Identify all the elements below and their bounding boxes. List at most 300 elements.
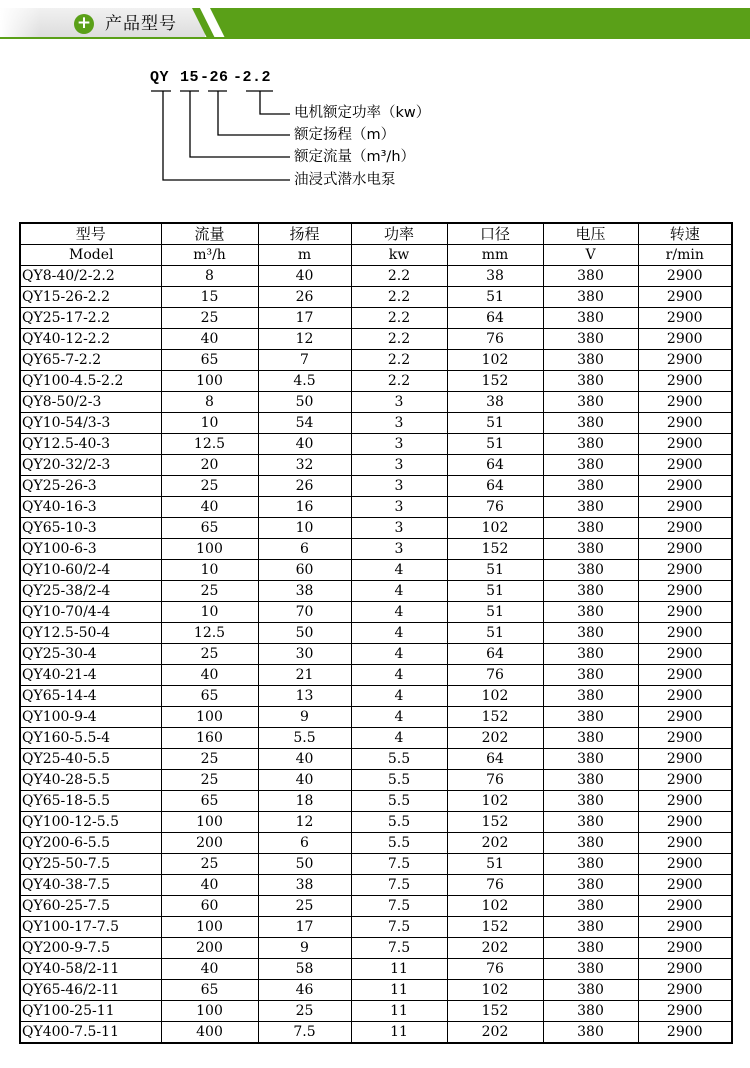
cell-voltage: 380 bbox=[543, 308, 638, 329]
cell-voltage: 380 bbox=[543, 917, 638, 938]
table-row bbox=[20, 938, 732, 959]
cell-voltage: 380 bbox=[543, 476, 638, 497]
cell-head: 40 bbox=[258, 749, 351, 770]
cell-voltage: 380 bbox=[543, 644, 638, 665]
cell-head: 38 bbox=[258, 875, 351, 896]
table-row bbox=[20, 539, 732, 560]
table-row bbox=[20, 707, 732, 728]
cell-model: QY25-17-2.2 bbox=[20, 308, 161, 329]
cell-model: QY40-38-7.5 bbox=[20, 875, 161, 896]
cell-power: 3 bbox=[351, 413, 447, 434]
cell-model: QY100-6-3 bbox=[20, 539, 161, 560]
code-part-power: -2.2 bbox=[233, 69, 272, 86]
cell-power: 3 bbox=[351, 476, 447, 497]
cell-power: 4 bbox=[351, 707, 447, 728]
cell-speed: 2900 bbox=[638, 392, 732, 413]
cell-speed: 2900 bbox=[638, 539, 732, 560]
cell-head: 50 bbox=[258, 623, 351, 644]
cell-voltage: 380 bbox=[543, 497, 638, 518]
cell-model: QY100-4.5-2.2 bbox=[20, 371, 161, 392]
table-row bbox=[20, 644, 732, 665]
cell-head: 5.5 bbox=[258, 728, 351, 749]
cell-head: 40 bbox=[258, 770, 351, 791]
meaning-power: 电机额定功率（kw） bbox=[294, 105, 431, 121]
cell-voltage: 380 bbox=[543, 665, 638, 686]
cell-power: 3 bbox=[351, 455, 447, 476]
table-row bbox=[20, 980, 732, 1001]
cell-voltage: 380 bbox=[543, 686, 638, 707]
cell-flow: 100 bbox=[161, 707, 258, 728]
cell-speed: 2900 bbox=[638, 371, 732, 392]
unit-flow: m³/h bbox=[161, 245, 258, 266]
cell-flow: 12.5 bbox=[161, 623, 258, 644]
cell-head: 26 bbox=[258, 476, 351, 497]
table-row bbox=[20, 602, 732, 623]
cell-speed: 2900 bbox=[638, 665, 732, 686]
plus-circle-icon: + bbox=[74, 14, 94, 34]
cell-voltage: 380 bbox=[543, 581, 638, 602]
cell-voltage: 380 bbox=[543, 875, 638, 896]
cell-diameter: 76 bbox=[447, 665, 543, 686]
table-row bbox=[20, 623, 732, 644]
table-row bbox=[20, 749, 732, 770]
cell-head: 58 bbox=[258, 959, 351, 980]
cell-power: 3 bbox=[351, 497, 447, 518]
cell-speed: 2900 bbox=[638, 1022, 732, 1044]
cell-speed: 2900 bbox=[638, 287, 732, 308]
cell-voltage: 380 bbox=[543, 518, 638, 539]
cell-voltage: 380 bbox=[543, 602, 638, 623]
cell-model: QY40-58/2-11 bbox=[20, 959, 161, 980]
cell-flow: 8 bbox=[161, 266, 258, 287]
cell-voltage: 380 bbox=[543, 266, 638, 287]
cell-power: 4 bbox=[351, 665, 447, 686]
cell-diameter: 152 bbox=[447, 371, 543, 392]
cell-power: 2.2 bbox=[351, 350, 447, 371]
unit-diameter: mm bbox=[447, 245, 543, 266]
cell-diameter: 102 bbox=[447, 350, 543, 371]
cell-model: QY25-38/2-4 bbox=[20, 581, 161, 602]
cell-flow: 100 bbox=[161, 371, 258, 392]
code-connector-lines bbox=[0, 0, 750, 200]
cell-flow: 100 bbox=[161, 539, 258, 560]
cell-model: QY200-6-5.5 bbox=[20, 833, 161, 854]
table-row bbox=[20, 959, 732, 980]
cell-flow: 25 bbox=[161, 308, 258, 329]
cell-speed: 2900 bbox=[638, 308, 732, 329]
cell-head: 13 bbox=[258, 686, 351, 707]
cell-model: QY65-10-3 bbox=[20, 518, 161, 539]
cell-model: QY20-32/2-3 bbox=[20, 455, 161, 476]
cell-speed: 2900 bbox=[638, 497, 732, 518]
table-row bbox=[20, 476, 732, 497]
table-row bbox=[20, 413, 732, 434]
cell-speed: 2900 bbox=[638, 917, 732, 938]
cell-model: QY100-12-5.5 bbox=[20, 812, 161, 833]
cell-diameter: 51 bbox=[447, 602, 543, 623]
table-row bbox=[20, 434, 732, 455]
cell-voltage: 380 bbox=[543, 329, 638, 350]
cell-power: 11 bbox=[351, 980, 447, 1001]
cell-power: 5.5 bbox=[351, 770, 447, 791]
cell-speed: 2900 bbox=[638, 980, 732, 1001]
cell-power: 4 bbox=[351, 644, 447, 665]
cell-diameter: 102 bbox=[447, 518, 543, 539]
cell-voltage: 380 bbox=[543, 371, 638, 392]
header-power: 功率 bbox=[351, 223, 447, 245]
cell-power: 2.2 bbox=[351, 308, 447, 329]
cell-head: 4.5 bbox=[258, 371, 351, 392]
meaning-series: 油浸式潜水电泵 bbox=[294, 172, 396, 188]
table-row bbox=[20, 371, 732, 392]
cell-speed: 2900 bbox=[638, 455, 732, 476]
cell-speed: 2900 bbox=[638, 707, 732, 728]
cell-model: QY10-54/3-3 bbox=[20, 413, 161, 434]
cell-flow: 25 bbox=[161, 476, 258, 497]
cell-power: 7.5 bbox=[351, 854, 447, 875]
cell-diameter: 51 bbox=[447, 854, 543, 875]
cell-diameter: 202 bbox=[447, 728, 543, 749]
cell-voltage: 380 bbox=[543, 1022, 638, 1044]
cell-diameter: 202 bbox=[447, 1022, 543, 1044]
cell-voltage: 380 bbox=[543, 434, 638, 455]
cell-speed: 2900 bbox=[638, 875, 732, 896]
table-row bbox=[20, 392, 732, 413]
cell-model: QY400-7.5-11 bbox=[20, 1022, 161, 1044]
cell-voltage: 380 bbox=[543, 896, 638, 917]
cell-diameter: 51 bbox=[447, 434, 543, 455]
cell-model: QY10-70/4-4 bbox=[20, 602, 161, 623]
cell-diameter: 64 bbox=[447, 749, 543, 770]
cell-model: QY65-7-2.2 bbox=[20, 350, 161, 371]
cell-model: QY160-5.5-4 bbox=[20, 728, 161, 749]
cell-diameter: 102 bbox=[447, 896, 543, 917]
cell-model: QY100-17-7.5 bbox=[20, 917, 161, 938]
cell-power: 4 bbox=[351, 581, 447, 602]
cell-head: 25 bbox=[258, 896, 351, 917]
cell-diameter: 102 bbox=[447, 980, 543, 1001]
cell-diameter: 51 bbox=[447, 287, 543, 308]
cell-diameter: 64 bbox=[447, 476, 543, 497]
cell-diameter: 102 bbox=[447, 686, 543, 707]
cell-speed: 2900 bbox=[638, 329, 732, 350]
cell-head: 50 bbox=[258, 854, 351, 875]
cell-model: QY40-21-4 bbox=[20, 665, 161, 686]
table-row bbox=[20, 308, 732, 329]
cell-diameter: 76 bbox=[447, 329, 543, 350]
header-model: 型号 bbox=[20, 223, 161, 245]
cell-diameter: 38 bbox=[447, 392, 543, 413]
cell-flow: 65 bbox=[161, 518, 258, 539]
cell-speed: 2900 bbox=[638, 812, 732, 833]
cell-speed: 2900 bbox=[638, 686, 732, 707]
cell-flow: 10 bbox=[161, 413, 258, 434]
cell-power: 4 bbox=[351, 560, 447, 581]
table-row bbox=[20, 791, 732, 812]
cell-speed: 2900 bbox=[638, 1001, 732, 1022]
cell-diameter: 51 bbox=[447, 623, 543, 644]
cell-head: 18 bbox=[258, 791, 351, 812]
unit-speed: r/min bbox=[638, 245, 732, 266]
table-row bbox=[20, 497, 732, 518]
cell-head: 50 bbox=[258, 392, 351, 413]
cell-speed: 2900 bbox=[638, 623, 732, 644]
header-voltage: 电压 bbox=[543, 223, 638, 245]
cell-model: QY100-9-4 bbox=[20, 707, 161, 728]
cell-speed: 2900 bbox=[638, 938, 732, 959]
cell-head: 12 bbox=[258, 812, 351, 833]
table-row bbox=[20, 1001, 732, 1022]
cell-head: 17 bbox=[258, 308, 351, 329]
cell-speed: 2900 bbox=[638, 434, 732, 455]
cell-model: QY100-25-11 bbox=[20, 1001, 161, 1022]
cell-voltage: 380 bbox=[543, 791, 638, 812]
cell-head: 54 bbox=[258, 413, 351, 434]
cell-model: QY25-50-7.5 bbox=[20, 854, 161, 875]
cell-model: QY40-12-2.2 bbox=[20, 329, 161, 350]
cell-flow: 40 bbox=[161, 875, 258, 896]
cell-speed: 2900 bbox=[638, 644, 732, 665]
cell-diameter: 152 bbox=[447, 812, 543, 833]
cell-flow: 15 bbox=[161, 287, 258, 308]
cell-power: 3 bbox=[351, 392, 447, 413]
cell-speed: 2900 bbox=[638, 518, 732, 539]
cell-speed: 2900 bbox=[638, 833, 732, 854]
cell-model: QY25-40-5.5 bbox=[20, 749, 161, 770]
cell-diameter: 102 bbox=[447, 791, 543, 812]
unit-head: m bbox=[258, 245, 351, 266]
cell-flow: 65 bbox=[161, 686, 258, 707]
meaning-flow: 额定流量（m³/h） bbox=[294, 149, 416, 165]
table-header-row bbox=[20, 223, 732, 245]
table-units-row bbox=[20, 245, 732, 266]
cell-flow: 65 bbox=[161, 350, 258, 371]
cell-voltage: 380 bbox=[543, 539, 638, 560]
cell-flow: 8 bbox=[161, 392, 258, 413]
cell-diameter: 64 bbox=[447, 308, 543, 329]
table-row bbox=[20, 560, 732, 581]
code-part-series: QY bbox=[150, 69, 170, 86]
header-diameter: 口径 bbox=[447, 223, 543, 245]
cell-head: 21 bbox=[258, 665, 351, 686]
header-speed: 转速 bbox=[638, 223, 732, 245]
cell-head: 9 bbox=[258, 707, 351, 728]
cell-voltage: 380 bbox=[543, 560, 638, 581]
cell-flow: 12.5 bbox=[161, 434, 258, 455]
cell-voltage: 380 bbox=[543, 413, 638, 434]
cell-speed: 2900 bbox=[638, 770, 732, 791]
cell-head: 7 bbox=[258, 350, 351, 371]
table-row bbox=[20, 917, 732, 938]
cell-voltage: 380 bbox=[543, 623, 638, 644]
spec-table-body bbox=[20, 223, 732, 1043]
cell-power: 7.5 bbox=[351, 875, 447, 896]
table-row bbox=[20, 266, 732, 287]
cell-power: 2.2 bbox=[351, 371, 447, 392]
cell-diameter: 64 bbox=[447, 644, 543, 665]
cell-power: 7.5 bbox=[351, 917, 447, 938]
cell-head: 30 bbox=[258, 644, 351, 665]
unit-power: kw bbox=[351, 245, 447, 266]
cell-voltage: 380 bbox=[543, 728, 638, 749]
cell-power: 5.5 bbox=[351, 749, 447, 770]
cell-model: QY8-40/2-2.2 bbox=[20, 266, 161, 287]
cell-voltage: 380 bbox=[543, 833, 638, 854]
cell-speed: 2900 bbox=[638, 749, 732, 770]
table-row bbox=[20, 518, 732, 539]
table-row bbox=[20, 455, 732, 476]
cell-power: 5.5 bbox=[351, 812, 447, 833]
cell-voltage: 380 bbox=[543, 1001, 638, 1022]
table-row bbox=[20, 581, 732, 602]
table-row bbox=[20, 686, 732, 707]
cell-voltage: 380 bbox=[543, 287, 638, 308]
cell-speed: 2900 bbox=[638, 413, 732, 434]
cell-head: 10 bbox=[258, 518, 351, 539]
cell-flow: 25 bbox=[161, 644, 258, 665]
cell-voltage: 380 bbox=[543, 707, 638, 728]
cell-power: 2.2 bbox=[351, 266, 447, 287]
table-row bbox=[20, 665, 732, 686]
cell-speed: 2900 bbox=[638, 350, 732, 371]
cell-speed: 2900 bbox=[638, 560, 732, 581]
cell-flow: 100 bbox=[161, 1001, 258, 1022]
cell-head: 17 bbox=[258, 917, 351, 938]
cell-diameter: 51 bbox=[447, 581, 543, 602]
cell-flow: 400 bbox=[161, 1022, 258, 1044]
cell-voltage: 380 bbox=[543, 350, 638, 371]
cell-speed: 2900 bbox=[638, 602, 732, 623]
cell-diameter: 76 bbox=[447, 770, 543, 791]
cell-model: QY65-46/2-11 bbox=[20, 980, 161, 1001]
cell-voltage: 380 bbox=[543, 959, 638, 980]
cell-flow: 200 bbox=[161, 833, 258, 854]
cell-power: 2.2 bbox=[351, 287, 447, 308]
cell-flow: 25 bbox=[161, 854, 258, 875]
cell-head: 12 bbox=[258, 329, 351, 350]
cell-head: 26 bbox=[258, 287, 351, 308]
cell-head: 60 bbox=[258, 560, 351, 581]
cell-flow: 200 bbox=[161, 938, 258, 959]
code-part-head: -26 bbox=[200, 69, 229, 86]
cell-model: QY200-9-7.5 bbox=[20, 938, 161, 959]
cell-diameter: 76 bbox=[447, 875, 543, 896]
cell-diameter: 152 bbox=[447, 917, 543, 938]
table-row bbox=[20, 1022, 732, 1044]
cell-power: 2.2 bbox=[351, 329, 447, 350]
cell-head: 40 bbox=[258, 266, 351, 287]
cell-power: 5.5 bbox=[351, 791, 447, 812]
table-row bbox=[20, 833, 732, 854]
unit-model: Model bbox=[20, 245, 161, 266]
table-row bbox=[20, 812, 732, 833]
table-row bbox=[20, 287, 732, 308]
cell-voltage: 380 bbox=[543, 392, 638, 413]
cell-diameter: 76 bbox=[447, 959, 543, 980]
cell-flow: 65 bbox=[161, 791, 258, 812]
table-row bbox=[20, 770, 732, 791]
cell-diameter: 38 bbox=[447, 266, 543, 287]
cell-power: 3 bbox=[351, 434, 447, 455]
cell-head: 6 bbox=[258, 833, 351, 854]
table-row bbox=[20, 350, 732, 371]
table-row bbox=[20, 896, 732, 917]
table-row bbox=[20, 875, 732, 896]
code-part-flow: 15 bbox=[180, 69, 200, 86]
cell-head: 38 bbox=[258, 581, 351, 602]
cell-model: QY65-18-5.5 bbox=[20, 791, 161, 812]
cell-diameter: 202 bbox=[447, 833, 543, 854]
cell-voltage: 380 bbox=[543, 749, 638, 770]
cell-speed: 2900 bbox=[638, 581, 732, 602]
cell-head: 7.5 bbox=[258, 1022, 351, 1044]
cell-head: 16 bbox=[258, 497, 351, 518]
cell-head: 9 bbox=[258, 938, 351, 959]
cell-speed: 2900 bbox=[638, 728, 732, 749]
cell-flow: 40 bbox=[161, 329, 258, 350]
cell-voltage: 380 bbox=[543, 455, 638, 476]
cell-model: QY25-30-4 bbox=[20, 644, 161, 665]
cell-flow: 10 bbox=[161, 602, 258, 623]
section-title: 产品型号 bbox=[105, 14, 177, 34]
cell-flow: 60 bbox=[161, 896, 258, 917]
cell-head: 25 bbox=[258, 1001, 351, 1022]
cell-model: QY40-28-5.5 bbox=[20, 770, 161, 791]
cell-head: 70 bbox=[258, 602, 351, 623]
meaning-head: 额定扬程（m） bbox=[294, 127, 396, 143]
cell-flow: 20 bbox=[161, 455, 258, 476]
cell-flow: 25 bbox=[161, 581, 258, 602]
cell-flow: 65 bbox=[161, 980, 258, 1001]
cell-flow: 40 bbox=[161, 959, 258, 980]
cell-model: QY15-26-2.2 bbox=[20, 287, 161, 308]
cell-diameter: 76 bbox=[447, 497, 543, 518]
cell-model: QY10-60/2-4 bbox=[20, 560, 161, 581]
cell-model: QY8-50/2-3 bbox=[20, 392, 161, 413]
spec-table bbox=[19, 222, 733, 1044]
cell-power: 4 bbox=[351, 686, 447, 707]
cell-voltage: 380 bbox=[543, 938, 638, 959]
table-row bbox=[20, 728, 732, 749]
cell-model: QY40-16-3 bbox=[20, 497, 161, 518]
cell-power: 11 bbox=[351, 959, 447, 980]
cell-power: 4 bbox=[351, 623, 447, 644]
cell-model: QY65-14-4 bbox=[20, 686, 161, 707]
cell-model: QY25-26-3 bbox=[20, 476, 161, 497]
cell-speed: 2900 bbox=[638, 266, 732, 287]
cell-model: QY12.5-50-4 bbox=[20, 623, 161, 644]
cell-model: QY60-25-7.5 bbox=[20, 896, 161, 917]
cell-flow: 25 bbox=[161, 749, 258, 770]
table-row bbox=[20, 329, 732, 350]
cell-speed: 2900 bbox=[638, 959, 732, 980]
cell-power: 11 bbox=[351, 1022, 447, 1044]
cell-speed: 2900 bbox=[638, 896, 732, 917]
cell-flow: 10 bbox=[161, 560, 258, 581]
cell-voltage: 380 bbox=[543, 770, 638, 791]
cell-flow: 40 bbox=[161, 665, 258, 686]
cell-flow: 25 bbox=[161, 770, 258, 791]
cell-power: 5.5 bbox=[351, 833, 447, 854]
cell-diameter: 152 bbox=[447, 707, 543, 728]
cell-power: 7.5 bbox=[351, 896, 447, 917]
cell-flow: 100 bbox=[161, 812, 258, 833]
cell-diameter: 152 bbox=[447, 1001, 543, 1022]
cell-power: 11 bbox=[351, 1001, 447, 1022]
cell-speed: 2900 bbox=[638, 476, 732, 497]
cell-head: 32 bbox=[258, 455, 351, 476]
cell-diameter: 152 bbox=[447, 539, 543, 560]
